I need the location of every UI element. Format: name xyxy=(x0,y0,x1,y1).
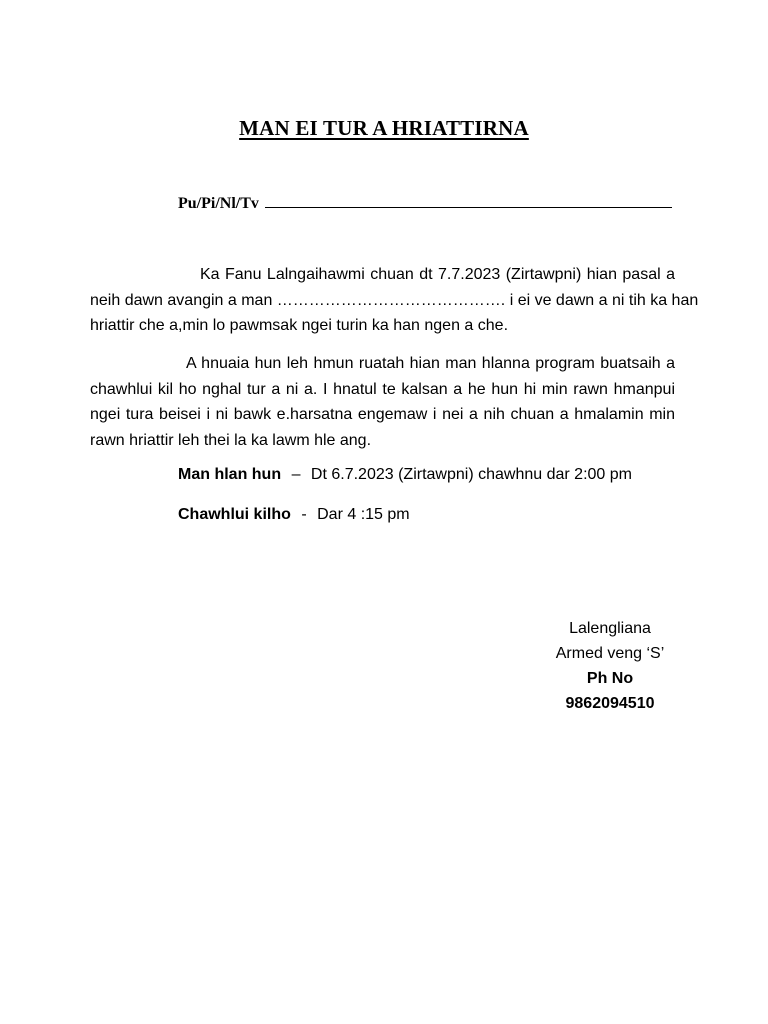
detail-value: Dt 6.7.2023 (Zirtawpni) chawhnu dar 2:00 pm xyxy=(310,466,632,483)
paragraph-line: rawn hriattir leh thei la ka lawm hle ang. xyxy=(90,431,372,449)
paragraph-line: chawhlui kil ho nghal tur a ni a. I hnatul te kalsan a he hun hi min rawn hmanpui xyxy=(90,380,675,398)
addressee-blank xyxy=(265,193,672,208)
addressee-line xyxy=(178,193,672,213)
paragraph-invitation xyxy=(90,262,699,339)
detail-value: Dar 4 :15 pm xyxy=(317,506,410,523)
paragraph-line: Ka Fanu Lalngaihawmi chuan dt 7.7.2023 (Zirtawpni) hian pasal a xyxy=(200,266,675,283)
paragraph-line: neih dawn avangin a man ……………………………………. i ei ve dawn a ni tih ka han xyxy=(90,291,699,309)
paragraph-line: hriattir che a,min lo pawmsak ngei turin ka han ngen a che. xyxy=(90,317,509,334)
detail-label: Chawhlui kilho xyxy=(178,506,291,523)
signature-name: Lalengliana xyxy=(569,620,651,637)
paragraph-program xyxy=(90,351,675,453)
phone-number: 9862094510 xyxy=(565,695,655,712)
detail-separator: – xyxy=(291,466,301,483)
detail-separator: - xyxy=(301,506,307,523)
phone-label: Ph No xyxy=(586,670,634,687)
detail-label: Man hlan hun xyxy=(178,466,282,483)
addressee-label: Pu/Pi/Nl/Tv xyxy=(178,195,259,212)
signature-address: Armed veng ‘S’ xyxy=(555,645,665,662)
paragraph-line: ngei tura beisei i ni bawk e.harsatna engemaw i nei a nih chuan a hmalamin min xyxy=(90,406,675,423)
letter-title: MAN EI TUR A HRIATTIRNA xyxy=(239,116,529,140)
detail-chawhlui-kilho xyxy=(178,506,410,524)
signature-block xyxy=(520,616,700,716)
detail-man-hlan-hun xyxy=(178,466,632,484)
paragraph-line: A hnuaia hun leh hmun ruatah hian man hlanna program buatsaih a xyxy=(186,355,675,372)
